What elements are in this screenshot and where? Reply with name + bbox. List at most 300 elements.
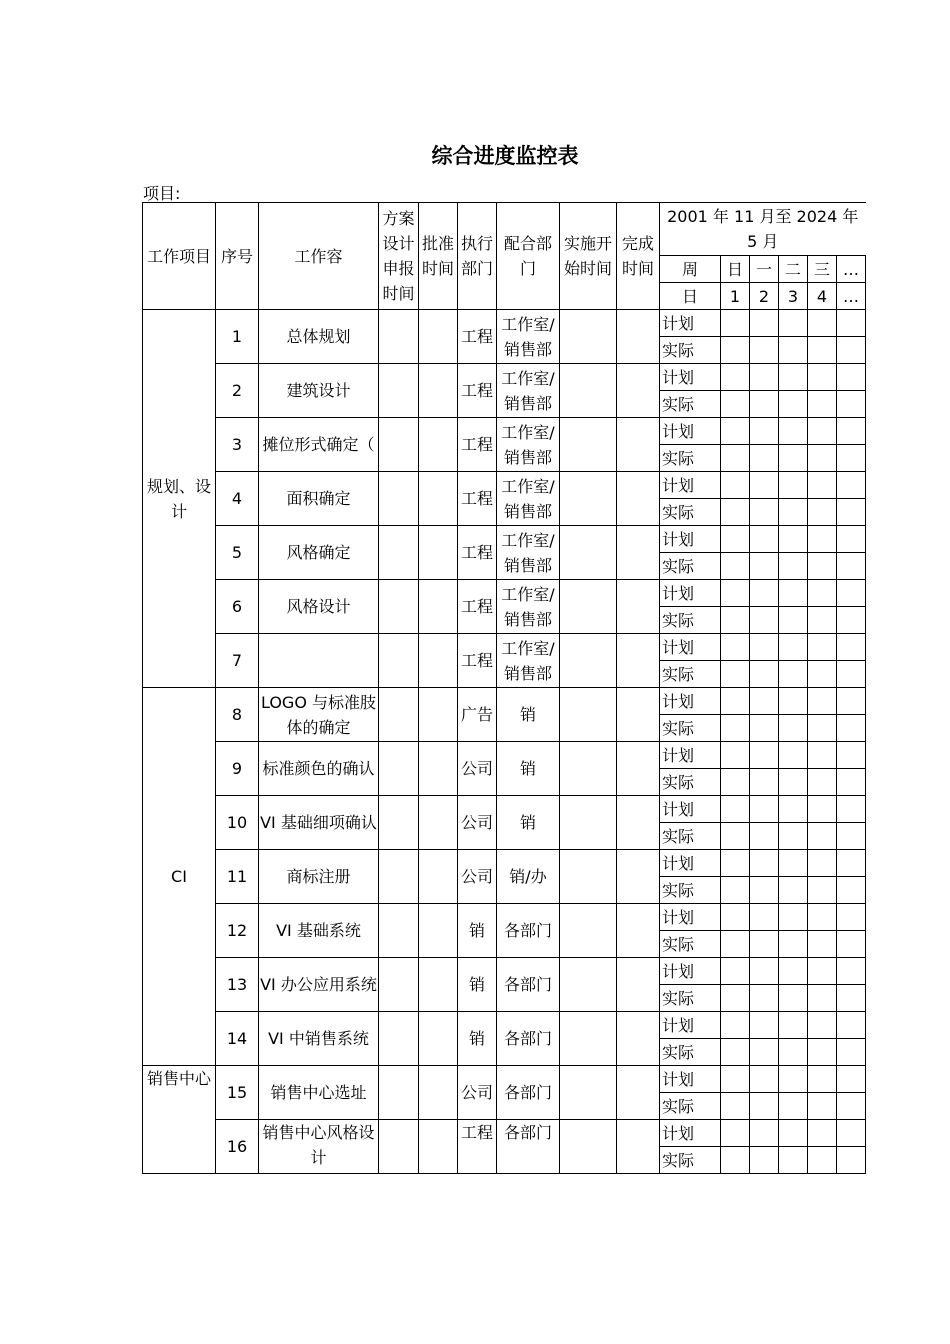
actual-label: 实际 — [660, 337, 721, 364]
plan-day-cell — [808, 688, 837, 715]
row-approve-time — [419, 634, 458, 688]
plan-day-cell — [808, 1012, 837, 1039]
row-start-time — [560, 850, 617, 904]
row-approve-time — [419, 688, 458, 742]
header-day: 3 — [779, 283, 808, 310]
plan-day-cell — [779, 418, 808, 445]
row-plan-time — [379, 796, 419, 850]
actual-day-cell — [750, 1147, 779, 1174]
plan-day-cell — [808, 580, 837, 607]
row-exec-dept: 销 — [458, 1012, 497, 1066]
actual-day-cell — [808, 877, 837, 904]
header-approve-time: 批准时间 — [419, 203, 458, 310]
plan-day-cell — [837, 310, 866, 337]
plan-day-cell — [750, 688, 779, 715]
row-seq: 7 — [216, 634, 259, 688]
plan-label: 计划 — [660, 904, 721, 931]
plan-day-cell — [721, 742, 750, 769]
actual-day-cell — [837, 1093, 866, 1120]
row-plan-time — [379, 364, 419, 418]
plan-day-cell — [837, 418, 866, 445]
row-approve-time — [419, 364, 458, 418]
plan-day-cell — [721, 958, 750, 985]
row-exec-dept: 公司 — [458, 1066, 497, 1120]
header-weekday: 二 — [779, 256, 808, 283]
row-exec-dept: 工程 — [458, 310, 497, 364]
actual-day-cell — [779, 499, 808, 526]
row-plan-time — [379, 418, 419, 472]
actual-day-cell — [837, 877, 866, 904]
row-start-time — [560, 580, 617, 634]
row-exec-dept: 工程 — [458, 364, 497, 418]
row-finish-time — [617, 850, 660, 904]
actual-day-cell — [779, 391, 808, 418]
row-start-time — [560, 310, 617, 364]
row-approve-time — [419, 1012, 458, 1066]
row-coop-dept: 销 — [497, 742, 560, 796]
row-seq: 15 — [216, 1066, 259, 1120]
row-approve-time — [419, 1066, 458, 1120]
plan-day-cell — [721, 850, 750, 877]
plan-day-cell — [779, 634, 808, 661]
actual-day-cell — [837, 823, 866, 850]
table-row — [143, 634, 866, 661]
actual-day-cell — [837, 1039, 866, 1066]
row-content: 风格设计 — [259, 580, 379, 634]
row-approve-time — [419, 796, 458, 850]
table-row — [143, 742, 866, 769]
row-finish-time — [617, 418, 660, 472]
row-finish-time — [617, 634, 660, 688]
table-row — [143, 796, 866, 823]
row-seq: 5 — [216, 526, 259, 580]
actual-day-cell — [750, 769, 779, 796]
actual-day-cell — [808, 499, 837, 526]
actual-label: 实际 — [660, 931, 721, 958]
plan-day-cell — [808, 1066, 837, 1093]
actual-label: 实际 — [660, 499, 721, 526]
actual-day-cell — [837, 1147, 866, 1174]
row-seq: 14 — [216, 1012, 259, 1066]
plan-day-cell — [721, 580, 750, 607]
header-day: 2 — [750, 283, 779, 310]
row-plan-time — [379, 850, 419, 904]
plan-label: 计划 — [660, 796, 721, 823]
plan-day-cell — [721, 418, 750, 445]
row-finish-time — [617, 1012, 660, 1066]
row-content: VI 基础系统 — [259, 904, 379, 958]
plan-day-cell — [808, 1120, 837, 1147]
actual-day-cell — [808, 715, 837, 742]
plan-label: 计划 — [660, 472, 721, 499]
actual-day-cell — [779, 445, 808, 472]
actual-day-cell — [750, 445, 779, 472]
plan-day-cell — [721, 1066, 750, 1093]
row-start-time — [560, 742, 617, 796]
row-finish-time — [617, 526, 660, 580]
row-seq: 11 — [216, 850, 259, 904]
row-exec-dept: 工程 — [458, 580, 497, 634]
page-title: 综合进度监控表 — [431, 144, 579, 168]
plan-day-cell — [721, 796, 750, 823]
table-row — [143, 472, 866, 499]
table-row — [143, 1012, 866, 1039]
actual-label: 实际 — [660, 769, 721, 796]
actual-day-cell — [750, 1039, 779, 1066]
row-exec-dept: 工程 — [458, 526, 497, 580]
row-content: 销售中心选址 — [259, 1066, 379, 1120]
row-approve-time — [419, 472, 458, 526]
group-name: 销售中心 — [143, 1066, 216, 1174]
actual-label: 实际 — [660, 1147, 721, 1174]
actual-day-cell — [750, 931, 779, 958]
plan-day-cell — [750, 418, 779, 445]
header-start-time: 实施开始时间 — [560, 203, 617, 310]
row-seq: 6 — [216, 580, 259, 634]
row-content — [259, 634, 379, 688]
table-row — [143, 364, 866, 391]
actual-day-cell — [779, 661, 808, 688]
actual-day-cell — [750, 661, 779, 688]
plan-day-cell — [721, 526, 750, 553]
row-approve-time — [419, 742, 458, 796]
header-day: 1 — [721, 283, 750, 310]
header-day: 4 — [808, 283, 837, 310]
row-start-time — [560, 634, 617, 688]
plan-day-cell — [721, 904, 750, 931]
actual-day-cell — [837, 553, 866, 580]
actual-day-cell — [721, 823, 750, 850]
row-seq: 1 — [216, 310, 259, 364]
row-exec-dept: 广告 — [458, 688, 497, 742]
row-coop-dept: 工作室/销售部 — [497, 526, 560, 580]
row-seq: 16 — [216, 1120, 259, 1174]
plan-day-cell — [837, 1012, 866, 1039]
row-start-time — [560, 1066, 617, 1120]
row-plan-time — [379, 1120, 419, 1174]
row-approve-time — [419, 1120, 458, 1174]
plan-day-cell — [721, 1012, 750, 1039]
row-coop-dept: 销/办 — [497, 850, 560, 904]
actual-day-cell — [721, 715, 750, 742]
actual-day-cell — [837, 391, 866, 418]
header-finish-time: 完成时间 — [617, 203, 660, 310]
row-content: 摊位形式确定（ — [259, 418, 379, 472]
plan-label: 计划 — [660, 1120, 721, 1147]
plan-day-cell — [808, 310, 837, 337]
plan-day-cell — [750, 1066, 779, 1093]
actual-day-cell — [721, 877, 750, 904]
plan-day-cell — [808, 958, 837, 985]
actual-day-cell — [837, 499, 866, 526]
header-day: … — [837, 283, 866, 310]
row-start-time — [560, 1012, 617, 1066]
plan-day-cell — [837, 526, 866, 553]
actual-day-cell — [721, 1093, 750, 1120]
plan-day-cell — [750, 796, 779, 823]
actual-day-cell — [837, 769, 866, 796]
actual-day-cell — [750, 337, 779, 364]
plan-day-cell — [779, 850, 808, 877]
actual-label: 实际 — [660, 823, 721, 850]
actual-day-cell — [808, 553, 837, 580]
plan-day-cell — [750, 1012, 779, 1039]
plan-day-cell — [779, 1120, 808, 1147]
plan-day-cell — [750, 634, 779, 661]
plan-label: 计划 — [660, 850, 721, 877]
actual-day-cell — [837, 985, 866, 1012]
plan-day-cell — [721, 1120, 750, 1147]
actual-day-cell — [779, 1039, 808, 1066]
actual-day-cell — [721, 499, 750, 526]
row-content: 总体规划 — [259, 310, 379, 364]
row-plan-time — [379, 634, 419, 688]
actual-day-cell — [721, 553, 750, 580]
row-finish-time — [617, 364, 660, 418]
row-start-time — [560, 364, 617, 418]
plan-day-cell — [779, 526, 808, 553]
row-content: 建筑设计 — [259, 364, 379, 418]
project-label: 项目: — [143, 184, 181, 203]
plan-day-cell — [779, 1066, 808, 1093]
header-content: 工作容 — [259, 203, 379, 310]
plan-label: 计划 — [660, 1066, 721, 1093]
actual-label: 实际 — [660, 985, 721, 1012]
row-seq: 4 — [216, 472, 259, 526]
row-coop-dept: 工作室/销售部 — [497, 364, 560, 418]
plan-day-cell — [837, 850, 866, 877]
row-finish-time — [617, 904, 660, 958]
row-coop-dept: 各部门 — [497, 1066, 560, 1120]
row-finish-time — [617, 742, 660, 796]
plan-day-cell — [750, 742, 779, 769]
plan-day-cell — [779, 958, 808, 985]
row-start-time — [560, 1120, 617, 1174]
plan-day-cell — [837, 1066, 866, 1093]
actual-day-cell — [721, 445, 750, 472]
row-plan-time — [379, 688, 419, 742]
plan-day-cell — [808, 526, 837, 553]
row-exec-dept: 工程 — [458, 634, 497, 688]
plan-day-cell — [837, 1120, 866, 1147]
row-plan-time — [379, 904, 419, 958]
actual-day-cell — [721, 1039, 750, 1066]
plan-day-cell — [779, 742, 808, 769]
table-row — [143, 580, 866, 607]
plan-day-cell — [721, 472, 750, 499]
row-exec-dept: 工程 — [458, 1120, 497, 1174]
table-row — [143, 904, 866, 931]
plan-day-cell — [779, 580, 808, 607]
plan-day-cell — [837, 688, 866, 715]
row-coop-dept: 各部门 — [497, 1012, 560, 1066]
actual-day-cell — [808, 607, 837, 634]
row-seq: 10 — [216, 796, 259, 850]
row-approve-time — [419, 418, 458, 472]
row-exec-dept: 工程 — [458, 418, 497, 472]
plan-day-cell — [837, 580, 866, 607]
plan-label: 计划 — [660, 1012, 721, 1039]
row-plan-time — [379, 1012, 419, 1066]
plan-day-cell — [721, 634, 750, 661]
header-weekday: 三 — [808, 256, 837, 283]
plan-day-cell — [750, 310, 779, 337]
plan-day-cell — [750, 472, 779, 499]
actual-day-cell — [750, 607, 779, 634]
actual-day-cell — [779, 607, 808, 634]
plan-day-cell — [721, 310, 750, 337]
actual-day-cell — [750, 985, 779, 1012]
plan-label: 计划 — [660, 688, 721, 715]
plan-day-cell — [837, 364, 866, 391]
row-approve-time — [419, 904, 458, 958]
row-content: 面积确定 — [259, 472, 379, 526]
actual-day-cell — [837, 715, 866, 742]
header-exec-dept: 执行部门 — [458, 203, 497, 310]
table-row — [143, 310, 866, 337]
row-exec-dept: 公司 — [458, 742, 497, 796]
actual-day-cell — [779, 337, 808, 364]
actual-label: 实际 — [660, 553, 721, 580]
actual-label: 实际 — [660, 661, 721, 688]
plan-day-cell — [779, 688, 808, 715]
plan-day-cell — [779, 472, 808, 499]
row-coop-dept: 各部门 — [497, 904, 560, 958]
row-start-time — [560, 418, 617, 472]
row-coop-dept: 工作室/销售部 — [497, 634, 560, 688]
row-content: 商标注册 — [259, 850, 379, 904]
table-row — [143, 958, 866, 985]
row-content: 标准颜色的确认 — [259, 742, 379, 796]
plan-day-cell — [808, 742, 837, 769]
plan-day-cell — [779, 796, 808, 823]
row-finish-time — [617, 796, 660, 850]
actual-day-cell — [750, 877, 779, 904]
plan-day-cell — [750, 850, 779, 877]
plan-day-cell — [808, 472, 837, 499]
row-finish-time — [617, 310, 660, 364]
row-coop-dept: 各部门 — [497, 958, 560, 1012]
header-weekday: 日 — [721, 256, 750, 283]
row-start-time — [560, 958, 617, 1012]
row-plan-time — [379, 310, 419, 364]
row-exec-dept: 公司 — [458, 850, 497, 904]
row-start-time — [560, 526, 617, 580]
plan-label: 计划 — [660, 580, 721, 607]
plan-day-cell — [808, 364, 837, 391]
plan-day-cell — [808, 796, 837, 823]
actual-day-cell — [721, 1147, 750, 1174]
plan-day-cell — [779, 904, 808, 931]
row-approve-time — [419, 310, 458, 364]
row-plan-time — [379, 580, 419, 634]
row-seq: 8 — [216, 688, 259, 742]
plan-day-cell — [779, 310, 808, 337]
row-seq: 3 — [216, 418, 259, 472]
row-content: 销售中心风格设计 — [259, 1120, 379, 1174]
row-finish-time — [617, 1066, 660, 1120]
row-content: VI 中销售系统 — [259, 1012, 379, 1066]
actual-day-cell — [808, 769, 837, 796]
actual-label: 实际 — [660, 1093, 721, 1120]
plan-label: 计划 — [660, 526, 721, 553]
actual-label: 实际 — [660, 445, 721, 472]
row-content: 风格确定 — [259, 526, 379, 580]
actual-day-cell — [808, 985, 837, 1012]
plan-day-cell — [721, 688, 750, 715]
row-finish-time — [617, 688, 660, 742]
row-seq: 13 — [216, 958, 259, 1012]
actual-day-cell — [779, 553, 808, 580]
row-finish-time — [617, 1120, 660, 1174]
plan-day-cell — [837, 742, 866, 769]
row-exec-dept: 工程 — [458, 472, 497, 526]
actual-day-cell — [779, 715, 808, 742]
group-name: CI — [143, 688, 216, 1066]
row-exec-dept: 公司 — [458, 796, 497, 850]
actual-day-cell — [721, 985, 750, 1012]
header-coop-dept: 配合部门 — [497, 203, 560, 310]
table-row — [143, 1120, 866, 1147]
row-plan-time — [379, 742, 419, 796]
row-finish-time — [617, 958, 660, 1012]
table-row — [143, 688, 866, 715]
row-content: VI 办公应用系统 — [259, 958, 379, 1012]
actual-day-cell — [837, 661, 866, 688]
row-exec-dept: 销 — [458, 904, 497, 958]
plan-day-cell — [837, 796, 866, 823]
actual-day-cell — [750, 391, 779, 418]
actual-day-cell — [750, 715, 779, 742]
row-content: LOGO 与标准肢体的确定 — [259, 688, 379, 742]
header-week-label: 周 — [660, 256, 721, 283]
actual-day-cell — [837, 931, 866, 958]
plan-day-cell — [750, 364, 779, 391]
row-start-time — [560, 904, 617, 958]
actual-day-cell — [837, 445, 866, 472]
row-finish-time — [617, 580, 660, 634]
plan-day-cell — [750, 904, 779, 931]
row-seq: 12 — [216, 904, 259, 958]
plan-day-cell — [837, 904, 866, 931]
plan-day-cell — [837, 634, 866, 661]
row-plan-time — [379, 1066, 419, 1120]
actual-day-cell — [779, 1093, 808, 1120]
plan-day-cell — [750, 580, 779, 607]
plan-day-cell — [837, 958, 866, 985]
actual-day-cell — [721, 391, 750, 418]
header-period: 2001 年 11 月至 2024 年 5 月 — [660, 203, 866, 256]
actual-day-cell — [721, 931, 750, 958]
actual-day-cell — [837, 337, 866, 364]
actual-label: 实际 — [660, 715, 721, 742]
actual-day-cell — [808, 1147, 837, 1174]
table-row — [143, 526, 866, 553]
actual-day-cell — [721, 661, 750, 688]
row-coop-dept: 工作室/销售部 — [497, 472, 560, 526]
row-approve-time — [419, 580, 458, 634]
plan-day-cell — [779, 1012, 808, 1039]
actual-day-cell — [721, 337, 750, 364]
header-weekday: 一 — [750, 256, 779, 283]
actual-day-cell — [721, 769, 750, 796]
row-start-time — [560, 472, 617, 526]
header-day-label: 日 — [660, 283, 721, 310]
group-name: 规划、设计 — [143, 310, 216, 688]
table-row — [143, 850, 866, 877]
row-seq: 2 — [216, 364, 259, 418]
plan-day-cell — [837, 472, 866, 499]
